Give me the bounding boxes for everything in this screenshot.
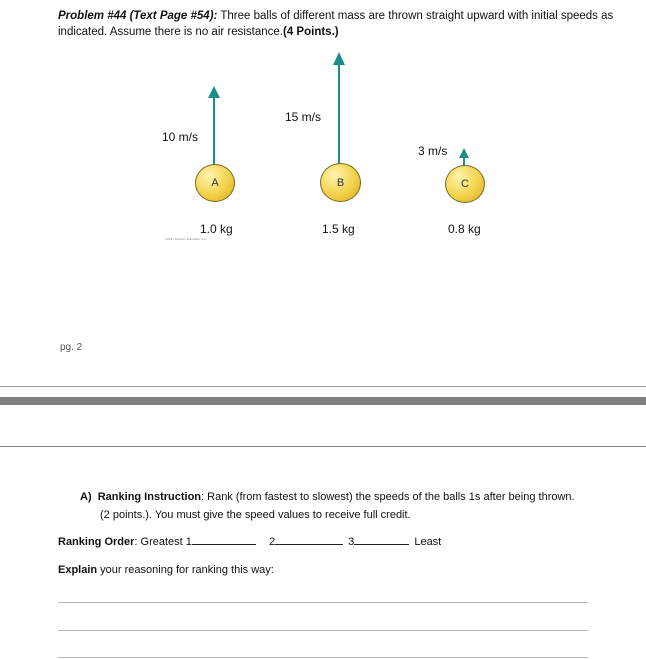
question-heading: Ranking Instruction [97, 491, 202, 503]
problem-title: Problem #44 (Text Page #54) [58, 10, 214, 22]
question-text-2: (2 points.). You must give the speed values to receive full credit. [100, 509, 411, 521]
rank-3-blank[interactable] [354, 533, 409, 545]
question-a-line2 [80, 506, 620, 524]
answer-line-1[interactable] [58, 602, 588, 603]
ranking-label: Ranking Order [58, 536, 135, 548]
answer-line-3[interactable] [58, 657, 588, 658]
mass-label-a: 1.0 kg [200, 222, 233, 236]
explain-bold: Explain [58, 564, 98, 576]
rank-2-number: 2 [268, 536, 276, 548]
ranking-order [58, 533, 441, 551]
problem-title-colon: : [213, 10, 218, 22]
speed-label-a: 10 m/s [162, 130, 199, 144]
rank-3-number: 3 [348, 536, 355, 548]
figure-credit: ©2014 Pearson Education, Inc. [165, 237, 207, 241]
ball-b [320, 163, 361, 202]
page-break-line-bottom [0, 446, 646, 447]
question-a-line1 [80, 488, 620, 506]
rank-2-blank[interactable] [275, 533, 343, 545]
mass-label-b: 1.5 kg [322, 222, 355, 236]
ball-letter-a: A [211, 177, 219, 189]
page-number: pg. 2 [60, 342, 83, 353]
ranking-greatest: : Greatest 1 [134, 536, 192, 548]
arrow-b [332, 52, 346, 167]
explain-rest: your reasoning for ranking this way: [97, 564, 274, 576]
answer-line-2[interactable] [58, 630, 588, 631]
ball-c [445, 165, 485, 203]
ball-letter-b: B [336, 176, 345, 189]
figure [0, 0, 646, 260]
speed-label-c: 3 m/s [418, 144, 448, 158]
ball-a [195, 164, 235, 202]
rank-1-blank[interactable] [192, 533, 256, 545]
page-break-line-top [0, 386, 646, 387]
arrow-a [207, 86, 221, 170]
explain-prompt [58, 561, 274, 579]
speed-label-b: 15 m/s [285, 110, 322, 124]
question-text-1: : Rank (from fastest to slowest) the speeds of the balls 1s after being thrown. [201, 491, 575, 503]
problem-text: Three balls of different mass are thrown straight upward with initial speeds as indicated. Assume there is no air resistance. [58, 10, 614, 38]
problem-points: (4 Points.) [283, 26, 339, 38]
question-a [80, 488, 620, 524]
question-label: A) [80, 491, 92, 503]
ball-letter-c: C [461, 178, 469, 190]
page-break-band [0, 397, 646, 405]
ranking-least: Least [414, 536, 442, 548]
mass-label-c: 0.8 kg [448, 222, 481, 236]
